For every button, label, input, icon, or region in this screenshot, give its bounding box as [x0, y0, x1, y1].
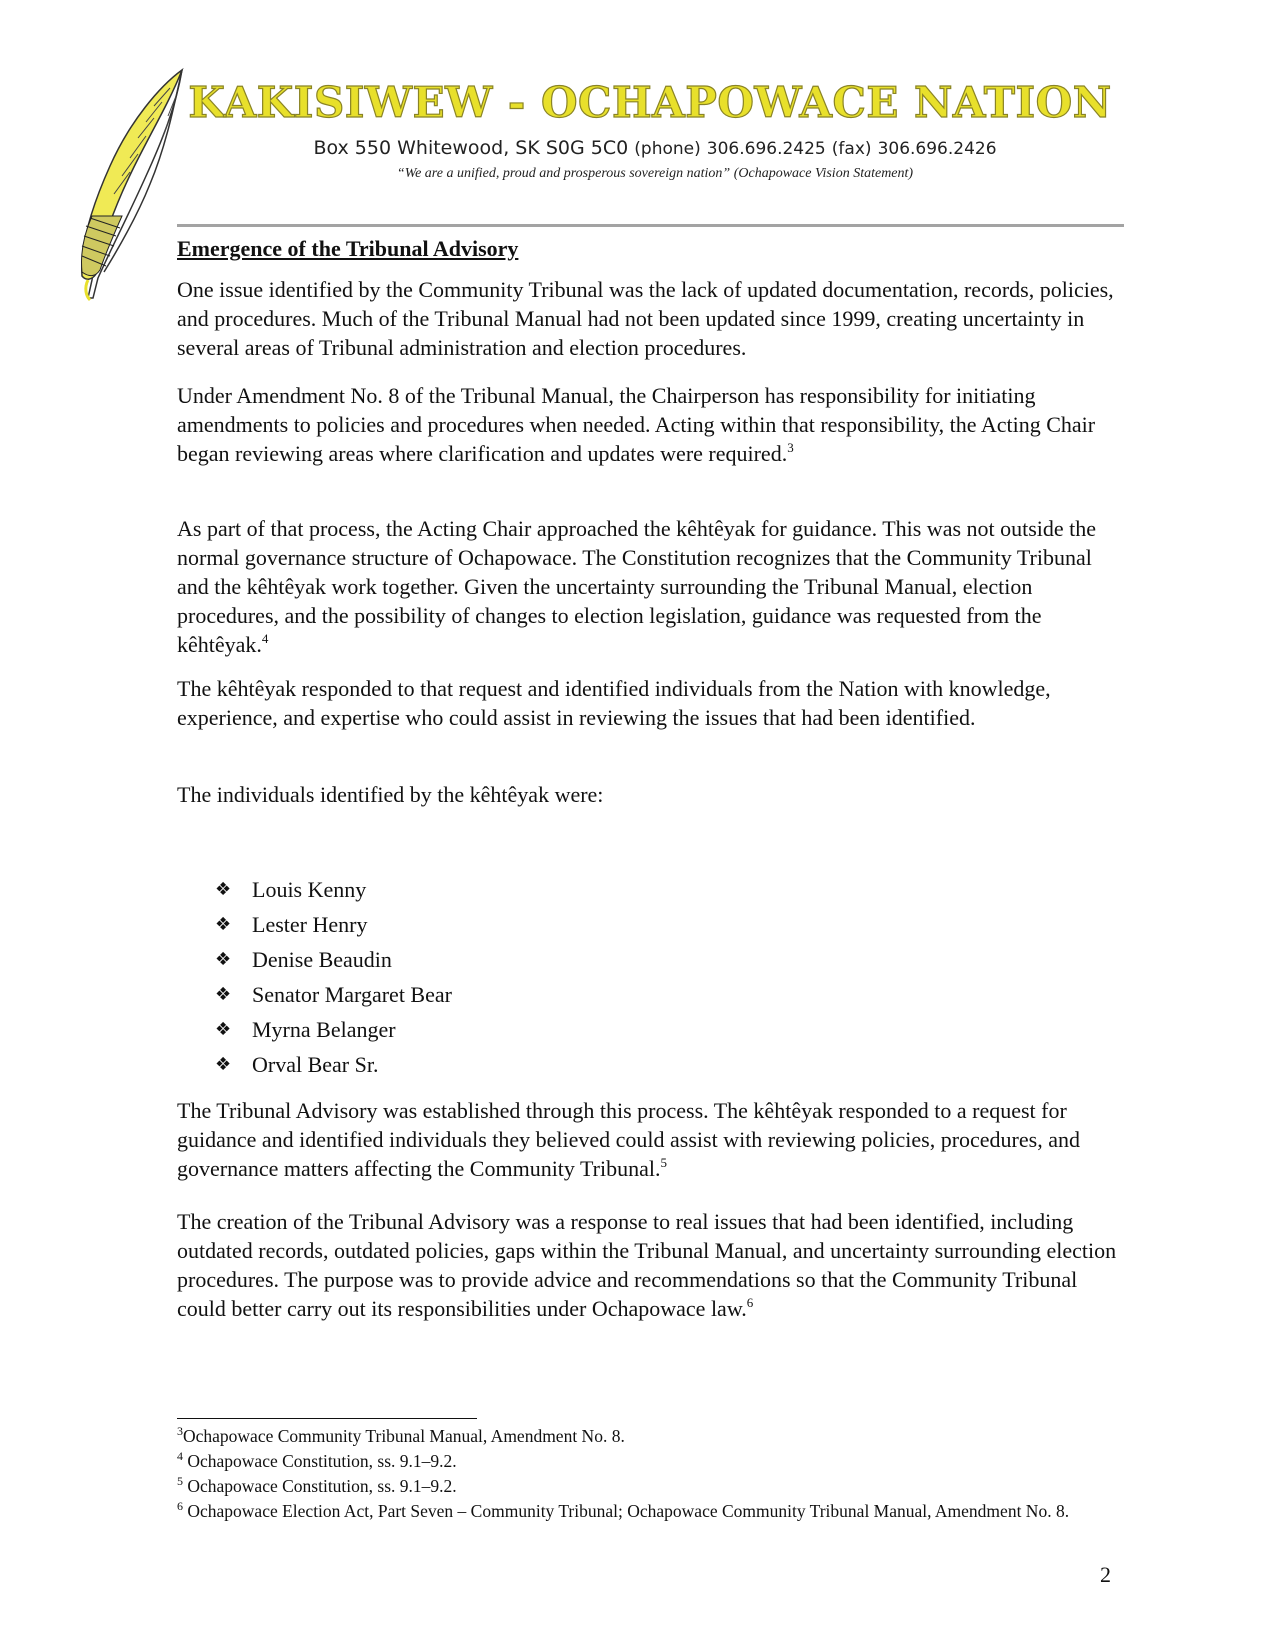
footnote-number: 3 — [177, 1424, 183, 1438]
footnote-text: Ochapowace Community Tribunal Manual, Amendment No. 8. — [183, 1426, 625, 1446]
footnote — [177, 1449, 1127, 1474]
footnote-text: Ochapowace Constitution, ss. 9.1–9.2. — [183, 1451, 457, 1471]
paragraph-text: The Tribunal Advisory was established through this process. The kêhtêyak responded to a request for guidance and identified individuals they believed could assist with reviewing policies, procedures, and governance matters affecting the Community Tribunal. — [177, 1098, 1080, 1181]
vision-source: (Ochapowace Vision Statement) — [733, 166, 914, 181]
list-item — [215, 1047, 452, 1082]
diamond-bullet-icon: ❖ — [215, 914, 232, 935]
paragraph-text: Under Amendment No. 8 of the Tribunal Manual, the Chairperson has responsibility for initiating amendments to policies and procedures when needed. Acting within that responsibility, the Acting Chair began reviewing areas where clarification and updates were required. — [177, 383, 1096, 466]
phone-label: (phone) — [634, 139, 701, 159]
footnote-ref: 4 — [261, 631, 269, 646]
footnote — [177, 1499, 1127, 1524]
individual-name: Louis Kenny — [252, 876, 367, 902]
footnotes — [177, 1424, 1127, 1524]
fax-label: (fax) — [831, 139, 872, 159]
individuals-list — [215, 872, 452, 1082]
footnote-ref: 6 — [746, 1295, 754, 1310]
diamond-bullet-icon: ❖ — [215, 879, 232, 900]
footnote — [177, 1424, 1127, 1449]
footnote-number: 5 — [177, 1474, 183, 1488]
diamond-bullet-icon: ❖ — [215, 984, 232, 1005]
phone-number: 306.696.2425 — [706, 139, 826, 159]
section-heading: Emergence of the Tribunal Advisory — [177, 236, 519, 261]
paragraph-text: The creation of the Tribunal Advisory was a response to real issues that had been identified, including outdated records, outdated policies, gaps within the Tribunal Manual, and uncertainty surrounding election procedures. The purpose was to provide advice and recommendations so that the Community Tribunal could better carry out its responsibilities under Ochapowace law. — [177, 1209, 1117, 1321]
paragraph-2 — [177, 381, 1127, 468]
individual-name: Denise Beaudin — [252, 946, 392, 972]
paragraph-text: One issue identified by the Community Tribunal was the lack of updated documentation, records, policies, and procedures. Much of the Tribunal Manual had not been updated since 1999, creating uncertainty in several areas of Tribunal administration and election procedures. — [177, 277, 1114, 360]
individual-name: Senator Margaret Bear — [252, 981, 452, 1007]
list-item — [215, 942, 452, 977]
footnote-text: Ochapowace Election Act, Part Seven – Community Tribunal; Ochapowace Community Tribunal Manual, Amendment No. 8. — [183, 1501, 1070, 1521]
footnote-ref: 5 — [660, 1155, 667, 1170]
footnote-text: Ochapowace Constitution, ss. 9.1–9.2. — [183, 1476, 457, 1496]
individual-name: Lester Henry — [252, 911, 368, 937]
letterhead-address-line — [180, 137, 1130, 159]
page-number: 2 — [1100, 1562, 1111, 1587]
paragraph-5 — [177, 780, 1127, 809]
list-item — [215, 872, 452, 907]
individual-name: Orval Bear Sr. — [252, 1051, 379, 1077]
footnote — [177, 1474, 1127, 1499]
vision-statement — [180, 166, 1130, 182]
paragraph-7 — [177, 1207, 1127, 1323]
header-divider — [177, 224, 1124, 227]
diamond-bullet-icon: ❖ — [215, 949, 232, 970]
diamond-bullet-icon: ❖ — [215, 1054, 232, 1075]
paragraph-text: The kêhtêyak responded to that request and identified individuals from the Nation with knowledge, experience, and expertise who could assist in reviewing the issues that had been identified. — [177, 676, 1051, 730]
individual-name: Myrna Belanger — [252, 1016, 396, 1042]
footnote-ref: 3 — [787, 440, 794, 455]
footnote-number: 4 — [177, 1449, 183, 1463]
list-item — [215, 977, 452, 1012]
paragraph-1 — [177, 275, 1127, 362]
paragraph-3 — [177, 514, 1127, 659]
footnote-divider — [177, 1418, 477, 1419]
postal-address: Box 550 Whitewood, SK S0G 5C0 — [313, 137, 629, 159]
paragraph-text: As part of that process, the Acting Chair approached the kêhtêyak for guidance. This was not outside the normal governance structure of Ochapowace. The Constitution recognizes that the Community Tribunal and the kêhtêyak work together. Given the uncertainty surrounding the Tribunal Manual, election procedures, and the possibility of changes to election legislation, guidance was requested from the kêhtêyak. — [177, 516, 1097, 657]
feather-logo-icon — [70, 66, 190, 302]
vision-quote: “We are a unified, proud and prosperous sovereign nation” — [396, 166, 731, 181]
paragraph-4 — [177, 674, 1127, 732]
footnote-number: 6 — [177, 1499, 183, 1513]
fax-number: 306.696.2426 — [877, 139, 997, 159]
paragraph-text: The individuals identified by the kêhtêyak were: — [177, 782, 604, 807]
paragraph-6 — [177, 1096, 1127, 1183]
list-item — [215, 1012, 452, 1047]
list-item — [215, 907, 452, 942]
diamond-bullet-icon: ❖ — [215, 1019, 232, 1040]
organization-name: KAKISIWEW - OCHAPOWACE NATION — [188, 78, 1112, 127]
